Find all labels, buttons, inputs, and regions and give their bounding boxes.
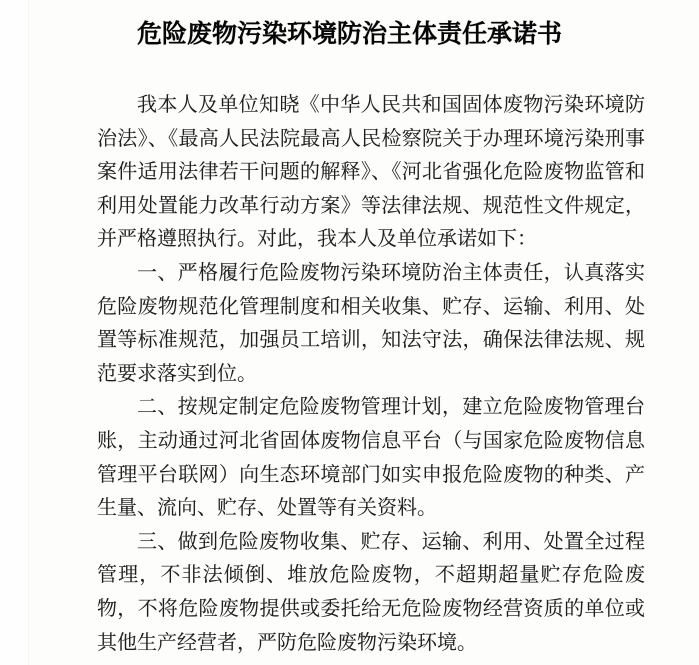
document-body bbox=[97, 89, 645, 660]
body-paragraph-item-1: 一、严格履行危险废物污染环境防治主体责任，认真落实危险废物规范化管理制度和相关收集、贮存、运输、利用、处置等标准规范，加强员工培训，知法守法，确保法律法规、规范要求落实到位。 bbox=[97, 261, 645, 385]
body-paragraph-item-2: 二、按规定制定危险废物管理计划，建立危险废物管理台账，主动通过河北省固体废物信息平台（与国家危险废物信息管理平台联网）向生态环境部门如实申报危险废物的种类、产生量、流向、贮存、处置等有关资料。 bbox=[97, 396, 645, 520]
scan-seam-divider bbox=[28, 0, 29, 665]
body-paragraph-item-3: 三、做到危险废物收集、贮存、运输、利用、处置全过程管理，不非法倾倒、堆放危险废物，不超期超量贮存危险废物，不将危险废物提供或委托给无危险废物经营资质的单位或其他生产经营者，严防危险废物污染环境。 bbox=[97, 530, 645, 654]
page-title: 危险废物污染环境防治主体责任承诺书 bbox=[136, 21, 562, 48]
body-paragraph-intro: 我本人及单位知晓《中华人民共和国固体废物污染环境防治法》、《最高人民法院最高人民检察院关于办理环境污染刑事案件适用法律若干问题的解释》、《河北省强化危险废物监管和利用处置能力改革行动方案》等法律法规、规范性文件规定，并严格遵照执行。对此，我本人及单位承诺如下： bbox=[97, 94, 645, 251]
